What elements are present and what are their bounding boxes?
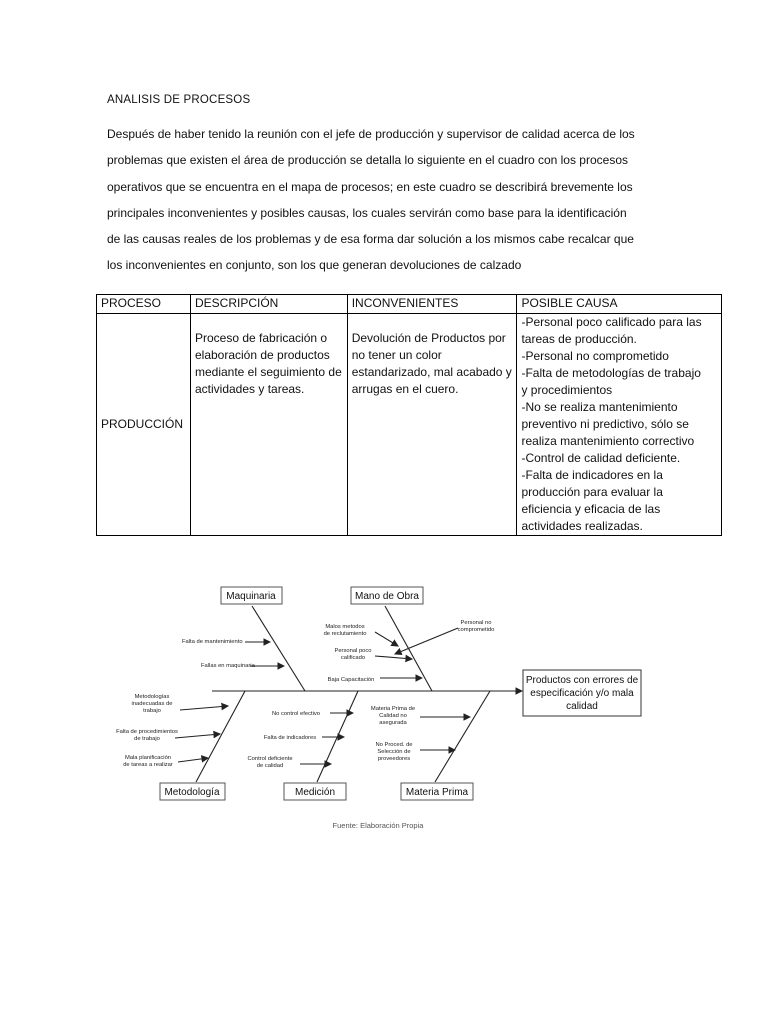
header-inconvenientes: INCONVENIENTES (347, 295, 517, 314)
cause-label: Falta de mantenimiento (182, 639, 243, 645)
cause-label: asegurada (379, 720, 407, 726)
paragraph-line: de las causas reales de los problemas y de esa forma dar solución a los mismos cabe recalcar que (107, 232, 634, 247)
cause-label: No Proced. de (375, 742, 413, 748)
cause-arrow (178, 758, 208, 762)
category-maquinaria: Maquinaria (226, 591, 276, 602)
cause-label: No control efectivo (271, 711, 321, 717)
cause-label: Malos metodos (325, 624, 365, 630)
bone-materia-prima (435, 691, 490, 782)
cause-line: -Falta de metodologías de trabajo (521, 366, 701, 380)
cause-label: Mala planificación (124, 755, 172, 761)
cause-line: y procedimientos (521, 383, 613, 397)
cause-line: -No se realiza mantenimiento (521, 400, 678, 414)
cause-label: Control deficiente (247, 756, 293, 762)
cause-label: de calidad (256, 763, 284, 769)
cause-label: inadecuadas de (131, 701, 173, 707)
cause-label: Falta de indicadores (263, 735, 317, 741)
cause-label: Metodologías (134, 694, 170, 700)
paragraph-line: Después de haber tenido la reunión con el jefe de producción y supervisor de calidad acerca de los (107, 127, 635, 141)
cause-line: -Personal no comprometido (521, 349, 669, 363)
cause-line: eficiencia y eficacia de las (521, 502, 661, 516)
paragraph-line: operativos que se encuentra en el mapa de procesos; en este cuadro se describirá brevemente los (107, 179, 633, 194)
cause-label: comprometido (457, 627, 495, 633)
cause-label: Selección de (377, 749, 411, 755)
cause-line: -Falta de indicadores en la (521, 468, 663, 482)
category-metodologia: Metodología (164, 787, 220, 798)
table-header-row (97, 295, 722, 314)
paragraph-line: problemas que existen el área de producción se detalla lo siguiente en el cuadro con los procesos (107, 153, 628, 168)
cause-label: Baja Capacitación (327, 677, 375, 683)
cause-line: producción para evaluar la (521, 485, 663, 499)
cause-line: preventivo ni predictivo, sólo se (521, 417, 689, 431)
cause-label: proveedores (377, 756, 411, 762)
fishbone-diagram (0, 570, 768, 840)
cause-label: Materia Prima de (370, 706, 416, 712)
section-heading: ANALISIS DE PROCESOS (107, 94, 251, 106)
category-mano-obra: Mano de Obra (355, 591, 419, 602)
description-cell: Proceso de fabricación o elaboración de productos mediante el seguimiento de actividades y tareas. (190, 314, 347, 536)
header-descripcion: DESCRIPCIÓN (190, 295, 347, 314)
cause-label: de reclutamiento (323, 631, 367, 637)
effect-line: especificación y/o mala (530, 688, 634, 699)
table-row (97, 314, 722, 536)
header-posible-causa: POSIBLE CAUSA (517, 295, 722, 314)
cause-label: Calidad no (379, 713, 407, 719)
cause-label: Personal no (460, 620, 492, 626)
effect-line: Productos con errores de (525, 675, 639, 686)
cause-label: de trabajo (134, 736, 160, 742)
cause-line: -Personal poco calificado para las (521, 315, 702, 329)
paragraph-line: los inconvenientes en conjunto, son los que generan devoluciones de calzado (107, 258, 522, 273)
intro-paragraph (107, 121, 667, 279)
cause-label: Falta de procedimientos (116, 729, 178, 735)
cause-label: calificado (340, 655, 366, 661)
category-materia-prima: Materia Prima (405, 787, 469, 798)
cause-label: trabajo (143, 708, 161, 714)
cause-label: Fallas en maquinaria (201, 663, 255, 669)
cause-arrow (375, 632, 398, 646)
cause-line: realiza mantenimiento correctivo (521, 434, 695, 448)
process-cell: PRODUCCIÓN (97, 314, 191, 536)
cause-arrow (375, 656, 412, 659)
cause-label: Personal poco (334, 648, 372, 654)
cause-arrow (180, 706, 228, 710)
cause-line: tareas de producción. (521, 332, 637, 346)
bone-metodologia (196, 691, 245, 782)
paragraph-line: principales inconvenientes y posibles causas, los cuales servirán como base para la identificación (107, 205, 627, 220)
problems-cell: Devolución de Productos por no tener un color estandarizado, mal acabado y arrugas en el cuero. (347, 314, 517, 536)
source-caption: Fuente: Elaboración Propia (332, 821, 424, 830)
cause-line: -Control de calidad deficiente. (521, 451, 681, 465)
category-medicion: Medición (294, 787, 336, 798)
header-proceso: PROCESO (97, 295, 191, 314)
cause-arrow (175, 734, 220, 738)
bone-maquinaria (252, 606, 305, 691)
cause-cell (517, 314, 722, 536)
process-table (96, 294, 722, 536)
cause-line: actividades realizadas. (521, 519, 643, 533)
effect-line: calidad (566, 701, 598, 712)
cause-label: de tareas a realizar (123, 762, 173, 768)
